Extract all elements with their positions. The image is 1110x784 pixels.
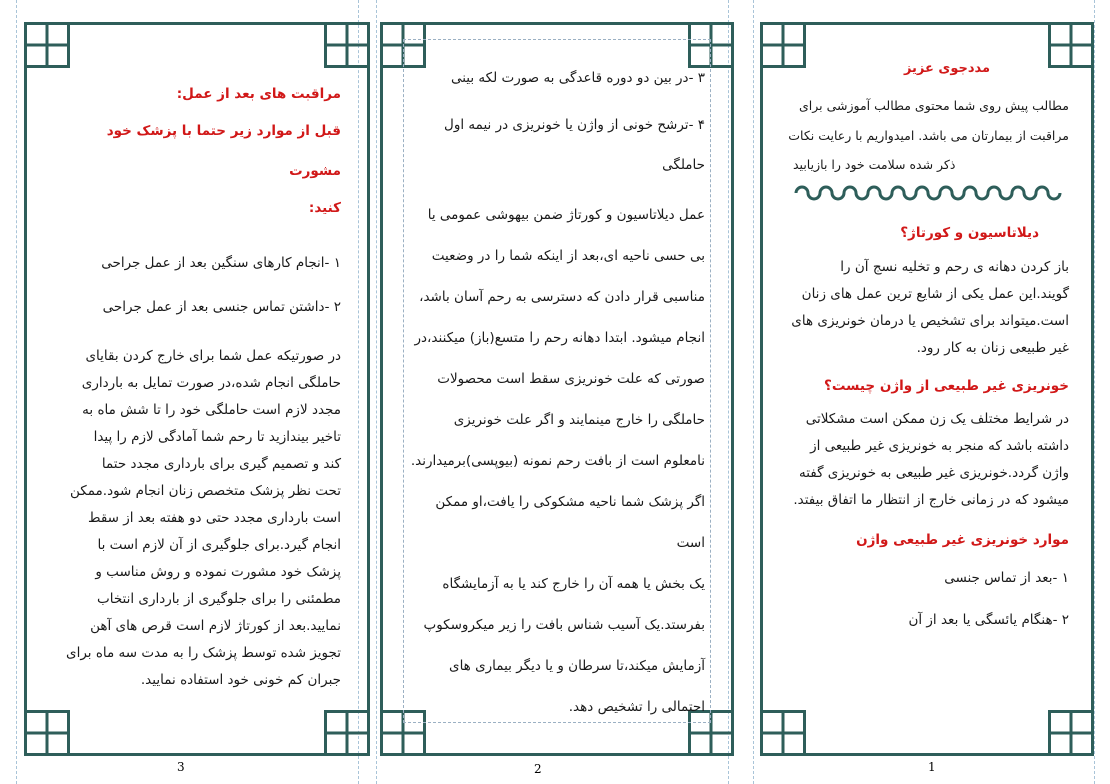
list-item: ۲ -داشتن تماس جنسی بعد از عمل جراحی — [102, 299, 341, 315]
paragraph-line: جبران کم خونی خود استفاده نمایید. — [140, 672, 341, 688]
paragraph-line: حاملگی را خارج مینمایند و اگر علت خونریزی — [453, 412, 705, 428]
paragraph-line: مجدد لازم است حاملگی خود را تا شش ماه به — [82, 402, 341, 418]
paragraph-line: پزشک خود مشورت نموده و روش مناسب و — [95, 564, 341, 580]
paragraph-line: بی حسی ناحیه ای،بعد از اینکه شما را در وضعیت — [431, 248, 705, 264]
paragraph-line: آزمایش میکند،تا سرطان و یا دیگر بیماری های — [449, 658, 705, 674]
corner-ornament-icon — [760, 710, 806, 756]
intro-line: ذکر شده سلامت خود را بازیابید — [793, 157, 956, 172]
page-number: 3 — [177, 760, 185, 774]
corner-ornament-icon — [24, 710, 70, 756]
section-heading: خونریزی غیر طبیعی از واژن چیست؟ — [824, 378, 1069, 394]
panel-2-content — [409, 65, 705, 728]
list-item: ۲ -هنگام یائسگی یا بعد از آن — [908, 612, 1069, 628]
list-item: ۳ -در بین دو دوره قاعدگی به صورت لکه بینی — [450, 70, 705, 86]
post-op-care-subtitle: قبل از موارد زیر حتما با پزشک خود مشورت — [106, 123, 341, 179]
paragraph-line: اگر پزشک شما ناحیه مشکوکی را یافت،او ممکن است — [435, 494, 705, 551]
panel-1-content — [785, 59, 1069, 634]
paragraph-line: حاملگی — [662, 157, 705, 173]
paragraph-line: نامعلوم است از بافت رحم نمونه (بیوپسی)برمیدارند. — [410, 453, 705, 469]
brochure-panel-3 — [24, 22, 370, 756]
paragraph-line: صورتی که علت خونریزی سقط است محصولات — [437, 371, 705, 387]
paragraph-line: احتمالی را تشخیص دهد. — [568, 699, 705, 715]
paragraph-line: گویند.این عمل یکی از شایع ترین عمل های زنان — [801, 286, 1069, 302]
paragraph-line: تاخیر بیندازید تا رحم شما آمادگی لازم را پیدا — [93, 429, 341, 445]
page-number: 1 — [928, 760, 936, 774]
corner-ornament-icon — [324, 710, 370, 756]
section-heading: موارد خونریزی غیر طبیعی واژن — [856, 532, 1069, 548]
column-guide — [376, 0, 377, 784]
panel-3-content — [53, 77, 341, 694]
brochure-panel-1 — [760, 22, 1094, 756]
list-item: ۱ -بعد از تماس جنسی — [944, 570, 1069, 586]
brochure-panel-2 — [380, 22, 734, 756]
paragraph-line: باز کردن دهانه ی رحم و تخلیه نسج آن را — [840, 259, 1069, 275]
paragraph-line: غیر طبیعی زنان به کار رود. — [916, 340, 1069, 356]
paragraph-line: عمل دیلاتاسیون و کورتاژ ضمن بیهوشی عمومی یا — [427, 207, 705, 223]
paragraph-line: بفرستد.یک آسیب شناس بافت را زیر میکروسکوپ — [423, 617, 705, 633]
corner-ornament-icon — [324, 22, 370, 68]
paragraph-line: داشته باشد که منجر به خونریزی غیر طبیعی از — [810, 438, 1069, 454]
paragraph-line: انجام گیرد.برای جلوگیری از آن لازم است با — [97, 537, 341, 553]
paragraph-line: کند و تصمیم گیری برای بارداری مجدد حتما — [101, 456, 341, 472]
page-number: 2 — [534, 762, 542, 776]
column-guide — [1094, 0, 1095, 784]
paragraph-line: مناسبی قرار دادن که دسترسی به رحم آسان باشد، — [419, 289, 705, 305]
post-op-care-title: مراقبت های بعد از عمل: — [176, 86, 341, 102]
paragraph-line: در شرایط مختلف یک زن ممکن است مشکلاتی — [805, 411, 1069, 427]
post-op-care-subtitle: کنید: — [308, 200, 341, 216]
section-heading: دیلاتاسیون و کورتاژ؟ — [900, 225, 1039, 241]
decorative-divider-icon — [792, 182, 1062, 204]
list-item: ۴ -ترشح خونی از واژن یا خونریزی در نیمه اول — [444, 117, 705, 133]
paragraph-line: واژن گردد.خونریزی غیر طبیعی به خونریزی گفته — [798, 465, 1069, 481]
intro-line: مطالب پیش روی شما محتوی مطالب آموزشی برای — [798, 98, 1069, 113]
paragraph-line: نمایید.بعد از کورتاژ لازم است قرص های آهن — [90, 618, 341, 634]
paragraph-line: میشود که در زمانی خارج از انتظار ما اتفاق بیفتد. — [793, 492, 1069, 508]
paragraph-line: است.میتواند برای تشخیص یا درمان خونریزی های — [791, 313, 1069, 329]
intro-line: مراقبت از بیمارتان می باشد. امیدواریم با رعایت نکات — [788, 128, 1069, 143]
corner-ornament-icon — [24, 22, 70, 68]
paragraph-line: در صورتیکه عمل شما برای خارج کردن بقایای — [85, 348, 341, 364]
paragraph-line: است بارداری مجدد حتی دو هفته بعد از سقط — [88, 510, 341, 526]
greeting-heading: مددجوی عزیز — [903, 61, 991, 76]
paragraph-line: حاملگی انجام شده،در صورت تمایل به بارداری — [81, 375, 341, 391]
paragraph-line: یک بخش یا همه آن را خارج کند یا به آزمایشگاه — [442, 576, 705, 592]
corner-ornament-icon — [1048, 710, 1094, 756]
column-guide — [753, 0, 754, 784]
list-item: ۱ -انجام کارهای سنگین بعد از عمل جراحی — [101, 255, 341, 271]
column-guide — [16, 0, 17, 784]
paragraph-line: مطمئنی را برای جلوگیری از بارداری انتخاب — [97, 591, 341, 607]
paragraph-line: انجام میشود. ابتدا دهانه رحم را متسع(باز) میکنند،در — [414, 330, 705, 346]
paragraph-line: تجویز شده توسط پزشک را به مدت سه ماه برای — [66, 645, 341, 661]
paragraph-line: تحت نظر پزشک متخصص زنان انجام شود.ممکن — [70, 483, 341, 499]
